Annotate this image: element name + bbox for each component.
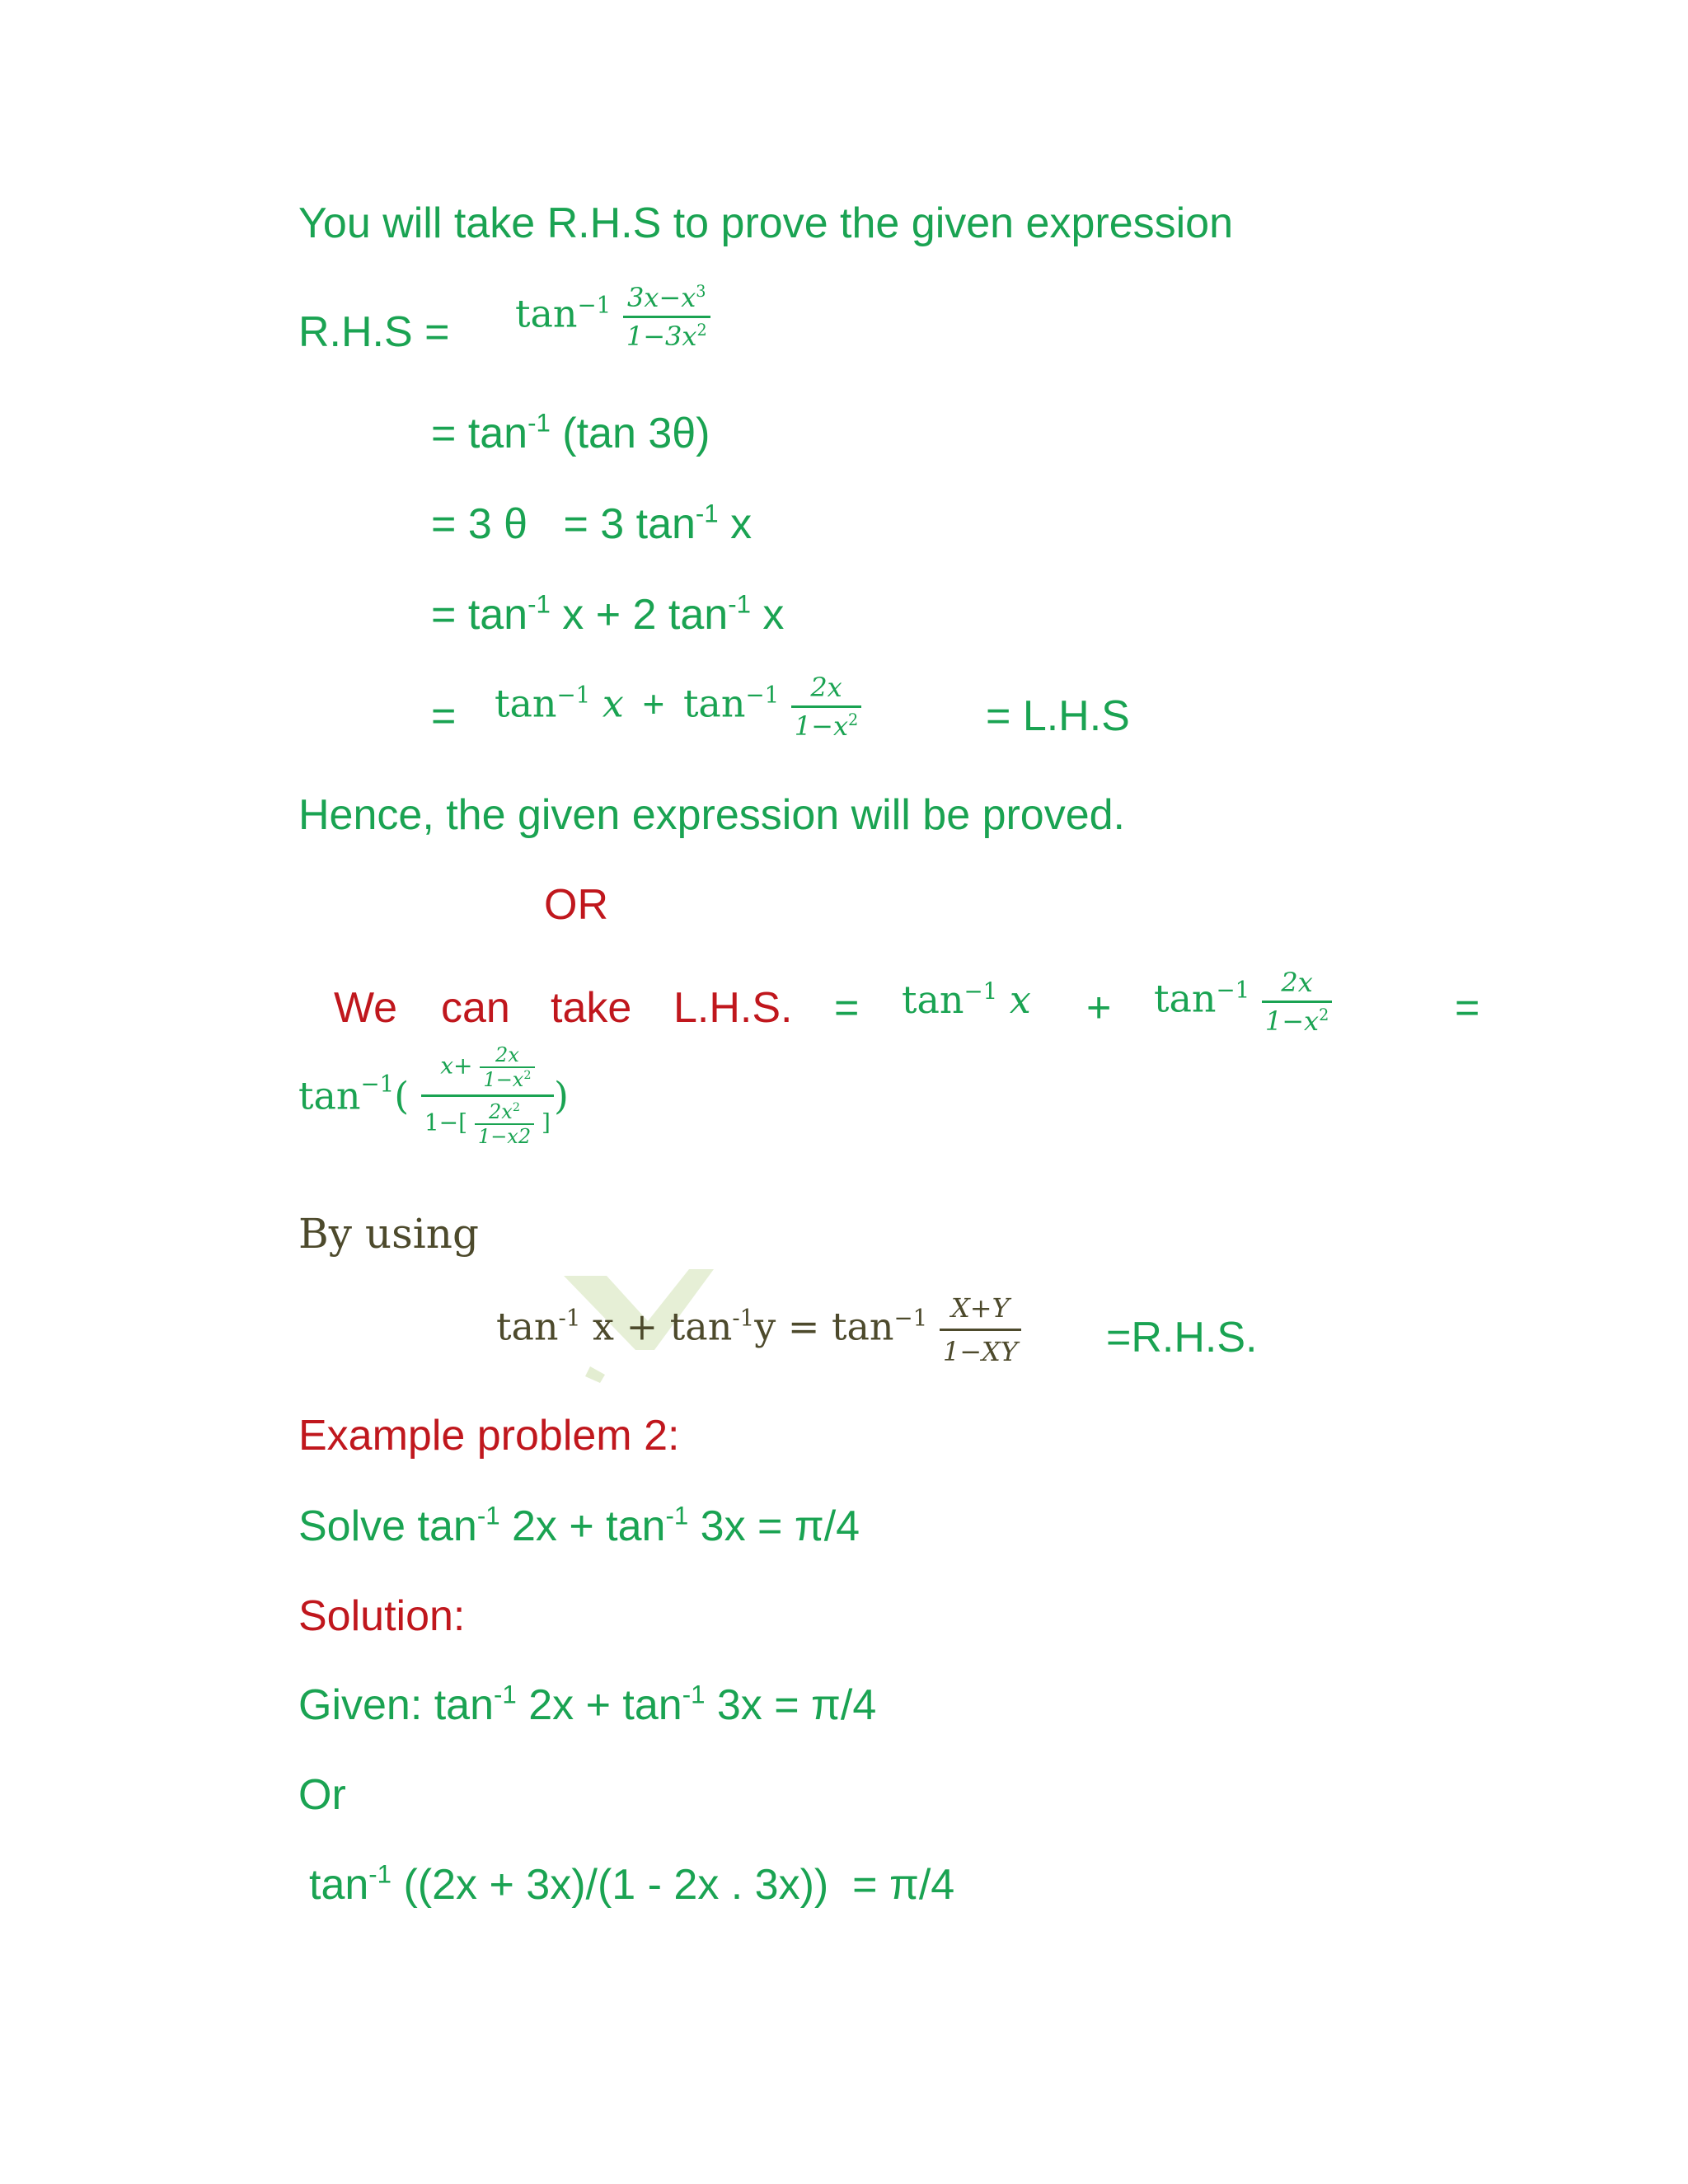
by-using-text: By using: [298, 1210, 479, 1258]
example-heading: Example problem 2:: [298, 1412, 680, 1460]
identity-text: y = tan: [754, 1304, 894, 1349]
fraction-denominator: 1−x2: [477, 1125, 532, 1148]
rhs-denominator: 1−3x: [626, 321, 697, 352]
lhs-intro-equals: =: [834, 984, 860, 1032]
variable-x: x: [1009, 977, 1031, 1022]
rhs-numerator: 3x−x: [627, 282, 696, 313]
inverse-superscript: −1: [964, 977, 998, 1005]
inverse-superscript: −1: [556, 681, 591, 709]
step-split: [431, 589, 785, 639]
inverse-superscript: −1: [360, 1070, 395, 1098]
solve-text: 3x = π/4: [688, 1502, 860, 1550]
step-text: = tan: [431, 591, 528, 639]
inverse-superscript: −1: [893, 1304, 928, 1332]
lhs-tan-fraction: [1154, 967, 1332, 1037]
plus-sign: +: [642, 682, 665, 725]
solution-heading: Solution:: [298, 1592, 466, 1640]
final-text: tan: [309, 1861, 369, 1909]
tan-word: tan: [515, 291, 578, 336]
double-angle-fraction: [791, 672, 861, 742]
or-divider: OR: [544, 881, 608, 929]
inverse-superscript: -1: [732, 1304, 755, 1332]
trailing-equals: =: [1455, 984, 1480, 1032]
identity-expression: [496, 1292, 1021, 1367]
fraction-numerator: X+Y: [951, 1292, 1010, 1324]
rhs-fraction: [623, 282, 710, 352]
lhs-intro-take: take: [551, 984, 632, 1032]
step-tan-3theta: [431, 408, 710, 457]
intro-text: You will take R.H.S to prove the given expression: [298, 199, 1234, 247]
lhs-intro-lhs: L.H.S.: [673, 984, 793, 1032]
step-text: x + 2 tan: [550, 591, 729, 639]
solve-text: Solve tan: [298, 1502, 477, 1550]
identity-fraction: [940, 1292, 1021, 1367]
step-3theta: [431, 499, 753, 548]
fraction-denominator: 1−x: [483, 1068, 524, 1091]
step-text: = tan: [431, 410, 528, 457]
paren-open: (: [394, 1073, 410, 1118]
given-text: 2x + tan: [516, 1681, 682, 1729]
step-text: x: [718, 500, 753, 548]
inverse-superscript: -1: [368, 1859, 392, 1889]
tan-word: tan: [495, 681, 557, 726]
exponent: 2: [848, 710, 859, 730]
nested-fraction: [421, 1045, 554, 1146]
fraction-denominator: 1−x: [794, 710, 849, 742]
lhs-fraction: [1262, 967, 1332, 1037]
inverse-superscript: -1: [476, 1501, 500, 1530]
given-text: Given: tan: [298, 1681, 495, 1729]
given-statement: [298, 1680, 877, 1729]
fraction-numerator: 2x: [810, 672, 842, 703]
exponent: 2: [512, 1101, 520, 1115]
solve-text: 2x + tan: [499, 1502, 666, 1550]
inverse-superscript: -1: [528, 589, 551, 619]
fraction-denominator: 1−XY: [942, 1336, 1018, 1367]
nested-inner-fraction: [480, 1045, 534, 1090]
fraction-denominator: 1−x: [1264, 1005, 1320, 1037]
step-eq-sign: =: [431, 692, 457, 740]
exponent: 2: [696, 321, 707, 340]
lhs-intro-can: can: [441, 984, 510, 1032]
lhs-intro-we: We: [334, 984, 398, 1032]
variable-x: x: [602, 681, 624, 726]
inverse-superscript: −1: [745, 681, 780, 709]
inverse-superscript: -1: [558, 1304, 581, 1332]
hence-text: Hence, the given expression will be proved.: [298, 791, 1126, 839]
exponent: 3: [696, 282, 706, 302]
exponent: 2: [1319, 1005, 1329, 1025]
identity-text: x + tan: [580, 1304, 733, 1349]
inverse-superscript: -1: [494, 1680, 517, 1709]
inverse-superscript: −1: [1216, 976, 1250, 1004]
final-text: ((2x + 3x)/(1 - 2x . 3x)) = π/4: [392, 1861, 955, 1909]
nested-fraction-expression: [298, 1045, 569, 1146]
equals-lhs: = L.H.S: [986, 692, 1130, 740]
final-statement: [309, 1859, 955, 1909]
step-text: (tan 3θ): [550, 410, 710, 457]
fraction-numerator: 2x: [495, 1043, 519, 1066]
tan-word: tan: [682, 681, 746, 726]
identity-tan: tan: [496, 1304, 559, 1349]
step-text: = 3 θ = 3 tan: [431, 500, 696, 548]
lhs-tan-x: [902, 977, 1031, 1022]
rhs-expression: [515, 282, 710, 352]
inverse-superscript: −1: [577, 291, 612, 319]
rhs-label: R.H.S =: [298, 308, 450, 356]
tan-word: tan: [1154, 976, 1217, 1021]
plus-sign: +: [1086, 984, 1112, 1032]
exponent: 2: [523, 1069, 532, 1083]
tan-word: tan: [298, 1073, 361, 1118]
inverse-superscript: -1: [682, 1680, 706, 1709]
equals-rhs: =R.H.S.: [1106, 1314, 1258, 1361]
inverse-superscript: -1: [728, 589, 751, 619]
fraction-numerator: 2x: [1281, 967, 1313, 998]
tan-word: tan: [902, 977, 964, 1022]
step-text: x: [750, 591, 785, 639]
nested-denominator-open: 1−[: [424, 1108, 468, 1137]
inverse-superscript: -1: [695, 499, 719, 528]
nested-den-fraction: [475, 1102, 534, 1146]
inverse-superscript: -1: [528, 408, 551, 438]
paren-close: ): [553, 1073, 569, 1118]
inverse-superscript: -1: [665, 1501, 689, 1530]
nested-denominator-close: ]: [542, 1108, 551, 1137]
nested-numerator-x: x+: [440, 1052, 473, 1080]
or-line: Or: [298, 1771, 346, 1819]
step-double-angle: [495, 672, 861, 742]
fraction-numerator: 2x: [489, 1100, 513, 1123]
given-text: 3x = π/4: [705, 1681, 877, 1729]
solve-statement: [298, 1501, 860, 1550]
